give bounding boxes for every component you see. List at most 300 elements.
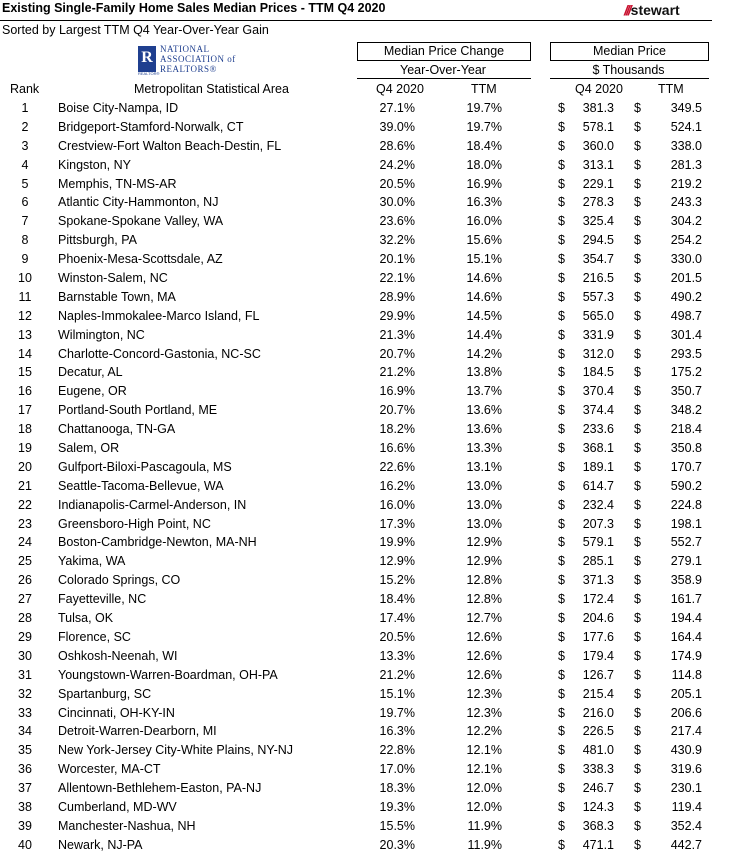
currency-symbol: $ [558,459,565,474]
change-q4-cell: 19.9% [379,535,415,550]
change-ttm-cell: 12.9% [466,535,502,550]
rank-cell: 8 [21,233,29,248]
table-row [0,741,750,760]
table-row [0,552,750,571]
currency-symbol: $ [558,743,565,758]
price-ttm-cell: 170.7 [670,459,702,474]
column-header-price-q4: Q4 2020 [575,82,623,96]
price-q4-cell: 232.4 [582,497,614,512]
change-ttm-cell: 13.8% [466,365,502,380]
price-ttm-cell: 430.9 [670,743,702,758]
table-row [0,137,750,156]
table-row [0,307,750,326]
change-ttm-cell: 16.0% [466,214,502,229]
price-q4-cell: 614.7 [582,478,614,493]
change-q4-cell: 27.1% [379,101,415,115]
realtor-r-icon: R [138,46,156,72]
rank-cell: 13 [18,327,32,342]
price-ttm-cell: 174.9 [670,648,702,663]
change-q4-cell: 20.3% [379,837,415,852]
change-q4-cell: 20.5% [379,629,415,644]
rank-cell: 16 [18,384,32,399]
price-ttm-cell: 114.8 [671,667,702,682]
price-q4-cell: 360.0 [582,138,614,153]
change-q4-cell: 18.3% [379,781,415,796]
currency-symbol: $ [634,781,641,796]
price-q4-cell: 371.3 [582,573,614,588]
change-q4-cell: 20.7% [379,346,415,361]
currency-symbol: $ [558,252,565,267]
msa-cell: Spokane-Spokane Valley, WA [58,214,224,229]
change-ttm-cell: 12.3% [466,686,502,701]
change-ttm-cell: 18.0% [466,157,502,172]
stewart-logo-mark: /// [624,2,630,18]
change-q4-cell: 39.0% [379,119,415,134]
column-header-msa: Metropolitan Statistical Area [134,82,289,96]
stewart-logo [624,2,680,18]
price-q4-cell: 381.3 [582,101,614,115]
currency-symbol: $ [558,441,565,456]
currency-symbol: $ [634,365,641,380]
table-row [0,779,750,798]
msa-cell: Newark, NJ-PA [58,837,143,852]
currency-symbol: $ [558,837,565,852]
change-ttm-cell: 12.2% [466,724,502,739]
change-ttm-cell: 12.6% [466,667,502,682]
column-header-change-ttm: TTM [471,82,497,96]
currency-symbol: $ [634,176,641,191]
currency-symbol: $ [558,346,565,361]
rank-cell: 31 [18,667,32,682]
table-row [0,118,750,137]
rank-cell: 1 [21,101,29,115]
price-ttm-cell: 254.2 [670,233,702,248]
rank-cell: 40 [18,837,32,852]
currency-symbol: $ [558,629,565,644]
currency-symbol: $ [634,195,641,210]
msa-cell: Portland-South Portland, ME [58,403,218,418]
price-q4-cell: 226.5 [582,724,614,739]
currency-symbol: $ [558,478,565,493]
price-q4-cell: 215.4 [582,686,614,701]
currency-symbol: $ [558,516,565,531]
currency-symbol: $ [634,705,641,720]
currency-symbol: $ [558,365,565,380]
currency-symbol: $ [634,724,641,739]
table-row [0,401,750,420]
price-q4-cell: 368.3 [582,818,614,833]
change-ttm-cell: 12.6% [466,648,502,663]
price-q4-cell: 354.7 [582,252,614,267]
table-row [0,420,750,439]
price-ttm-cell: 293.5 [670,346,702,361]
table-row [0,269,750,288]
msa-cell: Allentown-Bethlehem-Easton, PA-NJ [58,781,262,796]
currency-symbol: $ [558,271,565,286]
msa-cell: Seattle-Tacoma-Bellevue, WA [58,478,224,493]
price-ttm-cell: 198.1 [670,516,702,531]
price-ttm-cell: 175.2 [670,365,702,380]
currency-symbol: $ [634,648,641,663]
rank-cell: 22 [18,497,32,512]
change-ttm-cell: 11.9% [467,818,502,833]
currency-symbol: $ [558,289,565,304]
msa-cell: Crestview-Fort Walton Beach-Destin, FL [58,138,282,153]
rank-cell: 26 [18,573,32,588]
currency-symbol: $ [634,214,641,229]
price-ttm-cell: 219.2 [670,176,702,191]
currency-symbol: $ [558,195,565,210]
currency-symbol: $ [634,478,641,493]
change-q4-cell: 29.9% [379,308,415,323]
change-ttm-cell: 14.5% [466,308,502,323]
rank-cell: 2 [21,119,29,134]
price-q4-cell: 184.5 [582,365,614,380]
msa-cell: Fayetteville, NC [58,592,147,607]
currency-symbol: $ [634,818,641,833]
msa-cell: Bridgeport-Stamford-Norwalk, CT [58,119,244,134]
table-row [0,458,750,477]
change-q4-cell: 21.2% [379,365,415,380]
currency-symbol: $ [558,762,565,777]
rank-cell: 23 [18,516,32,531]
price-ttm-cell: 279.1 [670,554,702,569]
change-q4-cell: 20.5% [379,176,415,191]
msa-cell: Greensboro-High Point, NC [58,516,211,531]
price-ttm-cell: 119.4 [671,799,702,814]
change-ttm-cell: 14.2% [466,346,502,361]
median-price-header: Median Price [550,42,709,61]
table-row [0,515,750,534]
change-q4-cell: 22.8% [379,743,415,758]
table-row [0,496,750,515]
realtor-r-caption: REALTOR® [138,71,160,76]
price-ttm-cell: 205.1 [670,686,702,701]
currency-symbol: $ [558,308,565,323]
change-ttm-cell: 19.7% [466,119,502,134]
table-row [0,212,750,231]
price-ttm-cell: 319.6 [670,762,702,777]
title-divider [0,20,712,21]
price-ttm-cell: 349.5 [670,101,702,115]
change-ttm-cell: 12.1% [466,743,502,758]
currency-symbol: $ [634,327,641,342]
page-subtitle: Sorted by Largest TTM Q4 Year-Over-Year Gain [2,23,269,37]
price-ttm-cell: 201.5 [670,271,702,286]
currency-symbol: $ [634,573,641,588]
currency-symbol: $ [634,667,641,682]
change-ttm-cell: 13.3% [466,441,502,456]
currency-symbol: $ [558,535,565,550]
change-ttm-cell: 12.8% [466,592,502,607]
stewart-logo-text: stewart [630,2,680,18]
price-q4-cell: 126.7 [582,667,614,682]
rank-cell: 11 [18,289,32,304]
currency-symbol: $ [558,781,565,796]
change-q4-cell: 30.0% [379,195,415,210]
currency-symbol: $ [558,799,565,814]
msa-cell: Phoenix-Mesa-Scottsdale, AZ [58,252,223,267]
table-row [0,288,750,307]
price-q4-cell: 285.1 [582,554,614,569]
table-row [0,590,750,609]
currency-symbol: $ [634,138,641,153]
currency-symbol: $ [634,157,641,172]
price-q4-cell: 216.0 [582,705,614,720]
change-ttm-cell: 13.1% [466,459,502,474]
msa-cell: Eugene, OR [58,384,127,399]
currency-symbol: $ [558,667,565,682]
price-q4-cell: 557.3 [582,289,614,304]
msa-cell: Chattanooga, TN-GA [58,422,176,437]
change-q4-cell: 16.3% [379,724,415,739]
currency-symbol: $ [558,157,565,172]
change-q4-cell: 17.3% [379,516,415,531]
change-ttm-cell: 12.8% [466,573,502,588]
table-row [0,533,750,552]
table-row [0,193,750,212]
price-ttm-cell: 350.8 [670,441,702,456]
currency-symbol: $ [634,119,641,134]
price-ttm-cell: 281.3 [670,157,702,172]
price-q4-cell: 471.1 [582,837,614,852]
change-q4-cell: 22.1% [379,271,415,286]
nar-line-2: ASSOCIATION of [160,54,236,64]
change-ttm-cell: 19.7% [466,101,502,115]
change-ttm-cell: 14.6% [466,271,502,286]
change-ttm-cell: 14.6% [466,289,502,304]
price-group-underline [550,78,709,79]
change-q4-cell: 18.2% [379,422,415,437]
table-row [0,326,750,345]
column-header-price-ttm: TTM [658,82,684,96]
table-row [0,798,750,817]
msa-cell: Memphis, TN-MS-AR [58,176,177,191]
change-q4-cell: 12.9% [379,554,415,569]
change-ttm-cell: 12.1% [466,762,502,777]
price-q4-cell: 325.4 [582,214,614,229]
currency-symbol: $ [634,289,641,304]
rank-cell: 3 [21,138,29,153]
price-ttm-cell: 442.7 [670,837,702,852]
change-q4-cell: 22.6% [379,459,415,474]
currency-symbol: $ [558,327,565,342]
price-ttm-cell: 350.7 [670,384,702,399]
msa-cell: Oshkosh-Neenah, WI [58,648,178,663]
change-ttm-cell: 12.6% [466,629,502,644]
rank-cell: 27 [18,592,32,607]
currency-symbol: $ [558,818,565,833]
data-table-body [0,99,750,855]
thousands-subheader: $ Thousands [592,63,665,77]
change-q4-cell: 17.0% [379,762,415,777]
nar-logo-text [160,44,236,74]
change-q4-cell: 13.3% [379,648,415,663]
table-row [0,99,750,118]
price-ttm-cell: 164.4 [670,629,702,644]
price-ttm-cell: 217.4 [670,724,702,739]
price-ttm-cell: 590.2 [670,478,702,493]
msa-cell: Charlotte-Concord-Gastonia, NC-SC [58,346,261,361]
currency-symbol: $ [558,497,565,512]
currency-symbol: $ [634,535,641,550]
currency-symbol: $ [634,346,641,361]
msa-cell: Youngstown-Warren-Boardman, OH-PA [58,667,278,682]
currency-symbol: $ [558,554,565,569]
rank-cell: 17 [18,403,32,418]
price-q4-cell: 313.1 [582,157,614,172]
currency-symbol: $ [634,837,641,852]
msa-cell: Naples-Immokalee-Marco Island, FL [58,308,260,323]
table-row [0,722,750,741]
price-q4-cell: 338.3 [582,762,614,777]
table-row [0,156,750,175]
price-ttm-cell: 161.7 [670,592,702,607]
rank-cell: 7 [21,214,29,229]
msa-cell: Cumberland, MD-WV [58,799,177,814]
change-ttm-cell: 13.6% [466,403,502,418]
currency-symbol: $ [558,384,565,399]
column-header-change-q4: Q4 2020 [376,82,424,96]
change-ttm-cell: 12.0% [466,799,502,814]
currency-symbol: $ [558,101,565,115]
table-row [0,231,750,250]
msa-cell: Worcester, MA-CT [58,762,161,777]
price-q4-cell: 579.1 [582,535,614,550]
price-ttm-cell: 206.6 [670,705,702,720]
change-ttm-cell: 18.4% [466,138,502,153]
currency-symbol: $ [634,308,641,323]
change-q4-cell: 16.0% [379,497,415,512]
change-q4-cell: 19.7% [379,705,415,720]
table-row [0,477,750,496]
change-q4-cell: 28.9% [379,289,415,304]
rank-cell: 14 [18,346,32,361]
price-q4-cell: 294.5 [582,233,614,248]
rank-cell: 20 [18,459,32,474]
table-row [0,817,750,836]
currency-symbol: $ [634,403,641,418]
currency-symbol: $ [558,686,565,701]
rank-cell: 36 [18,762,32,777]
table-row [0,571,750,590]
currency-symbol: $ [634,271,641,286]
table-row [0,760,750,779]
currency-symbol: $ [558,705,565,720]
change-ttm-cell: 12.9% [466,554,502,569]
currency-symbol: $ [634,101,641,115]
change-q4-cell: 16.9% [379,384,415,399]
msa-cell: New York-Jersey City-White Plains, NY-NJ [58,743,294,758]
msa-cell: Gulfport-Biloxi-Pascagoula, MS [58,459,232,474]
change-ttm-cell: 15.1% [466,252,502,267]
currency-symbol: $ [634,743,641,758]
change-ttm-cell: 16.3% [466,195,502,210]
msa-cell: Colorado Springs, CO [58,573,181,588]
change-q4-cell: 23.6% [379,214,415,229]
table-row [0,439,750,458]
msa-cell: Wilmington, NC [58,327,145,342]
change-ttm-cell: 13.6% [466,422,502,437]
table-row [0,363,750,382]
price-q4-cell: 578.1 [582,119,614,134]
rank-cell: 19 [18,441,32,456]
price-q4-cell: 331.9 [582,327,614,342]
nar-logo [138,44,258,78]
table-row [0,647,750,666]
change-ttm-cell: 13.0% [466,497,502,512]
rank-cell: 30 [18,648,32,663]
msa-cell: Decatur, AL [58,365,123,380]
currency-symbol: $ [558,573,565,588]
currency-symbol: $ [558,138,565,153]
rank-cell: 12 [18,308,32,323]
currency-symbol: $ [558,119,565,134]
change-ttm-cell: 12.3% [466,705,502,720]
rank-cell: 4 [21,157,29,172]
change-q4-cell: 15.1% [379,686,415,701]
price-ttm-cell: 348.2 [670,403,702,418]
table-row [0,609,750,628]
price-ttm-cell: 358.9 [670,573,702,588]
median-price-change-header: Median Price Change [357,42,531,61]
msa-cell: Indianapolis-Carmel-Anderson, IN [58,497,247,512]
price-q4-cell: 124.3 [582,799,614,814]
currency-symbol: $ [558,592,565,607]
page-title: Existing Single-Family Home Sales Median Prices - TTM Q4 2020 [2,1,386,15]
price-q4-cell: 565.0 [582,308,614,323]
change-q4-cell: 15.5% [379,818,415,833]
currency-symbol: $ [634,592,641,607]
nar-line-3: REALTORS® [160,64,217,74]
nar-line-1: NATIONAL [160,44,210,54]
change-q4-cell: 20.7% [379,403,415,418]
change-q4-cell: 21.2% [379,667,415,682]
currency-symbol: $ [634,233,641,248]
price-q4-cell: 370.4 [582,384,614,399]
change-q4-cell: 20.1% [379,252,415,267]
table-row [0,382,750,401]
price-q4-cell: 278.3 [582,195,614,210]
currency-symbol: $ [634,459,641,474]
price-ttm-cell: 224.8 [670,497,702,512]
table-row [0,345,750,364]
rank-cell: 34 [18,724,32,739]
rank-cell: 5 [21,176,29,191]
table-row [0,628,750,647]
rank-cell: 37 [18,781,32,796]
currency-symbol: $ [634,686,641,701]
change-q4-cell: 16.2% [379,478,415,493]
price-ttm-cell: 230.1 [670,781,702,796]
currency-symbol: $ [558,233,565,248]
msa-cell: Florence, SC [58,629,131,644]
price-q4-cell: 172.4 [582,592,614,607]
change-group-underline [357,78,531,79]
price-q4-cell: 233.6 [582,422,614,437]
currency-symbol: $ [558,611,565,626]
msa-cell: Barnstable Town, MA [58,289,176,304]
price-q4-cell: 179.4 [582,648,614,663]
price-q4-cell: 189.1 [582,459,614,474]
change-q4-cell: 21.3% [379,327,415,342]
price-ttm-cell: 330.0 [670,252,702,267]
rank-cell: 9 [21,252,29,267]
price-ttm-cell: 301.4 [670,327,702,342]
change-ttm-cell: 14.4% [466,327,502,342]
msa-cell: Winston-Salem, NC [58,271,168,286]
change-ttm-cell: 12.0% [466,781,502,796]
